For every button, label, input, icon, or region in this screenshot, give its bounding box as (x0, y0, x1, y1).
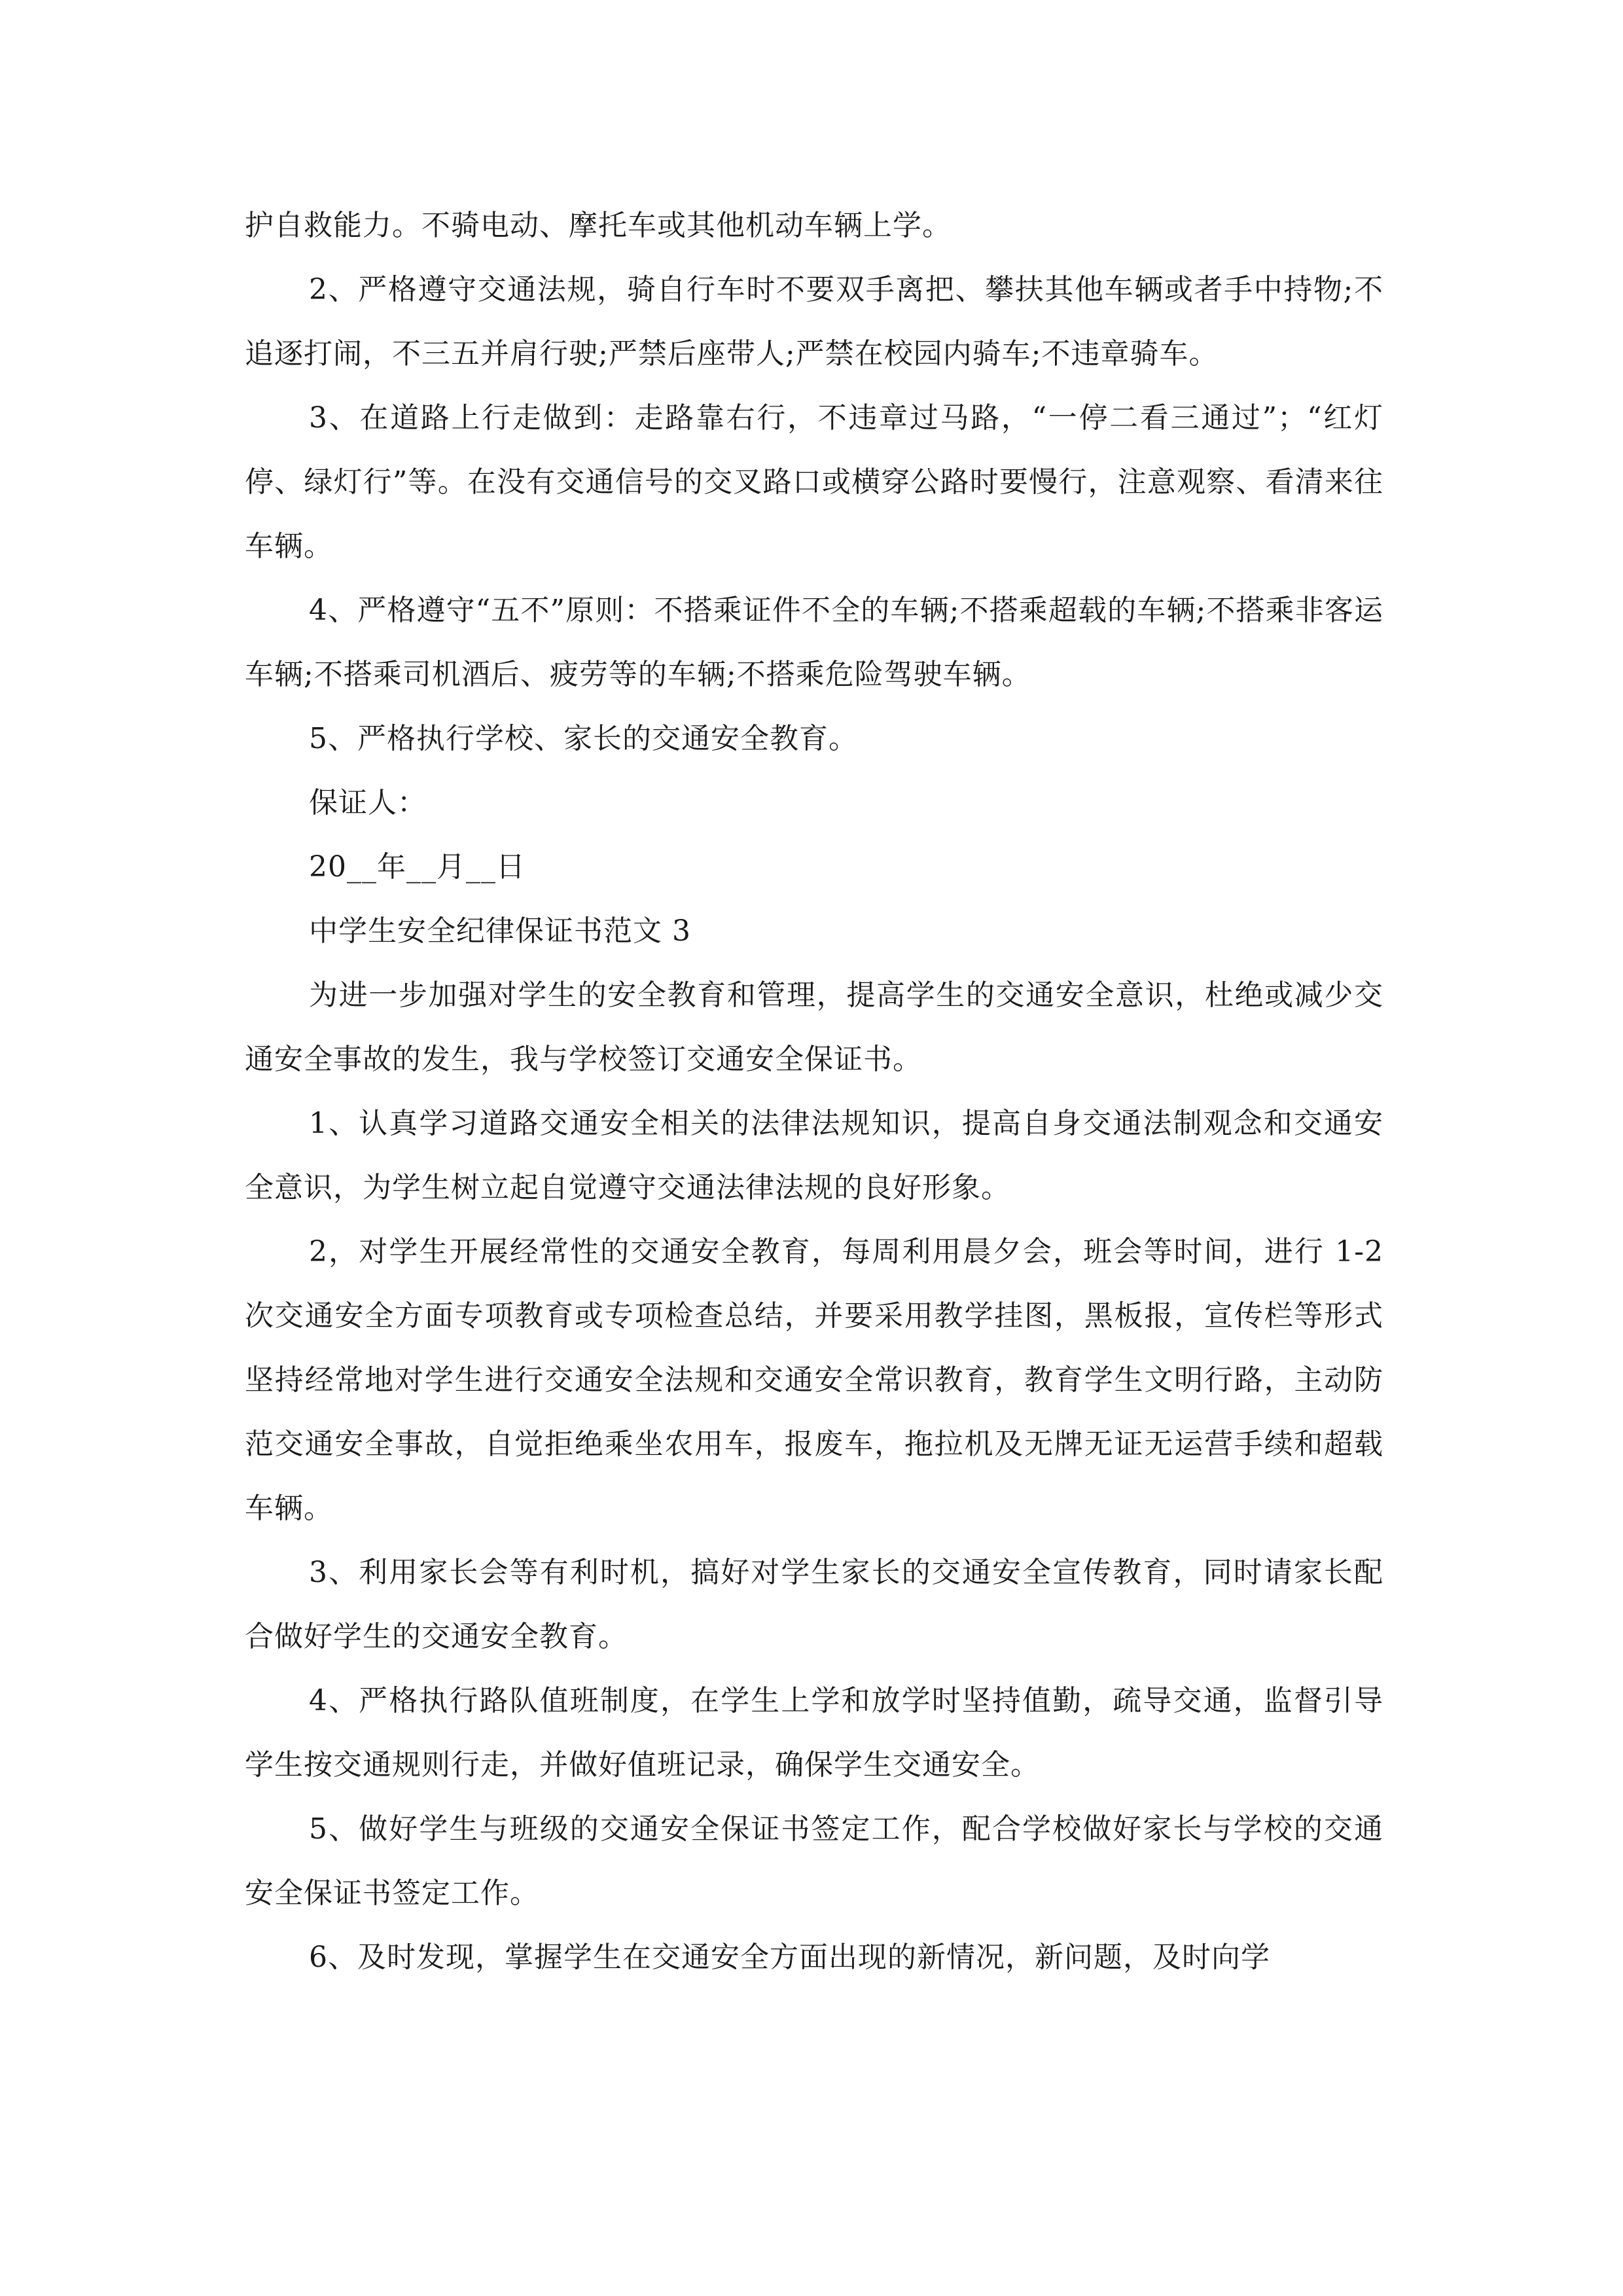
paragraph-item-1: 1、认真学习道路交通安全相关的法律法规知识，提高自身交通法制观念和交通安全意识，为学生树立起自觉遵守交通法律法规的良好形象。 (245, 1107, 1383, 1204)
guarantor-label: 保证人： (309, 786, 427, 819)
paragraph-intro: 为进一步加强对学生的安全教育和管理，提高学生的交通安全意识，杜绝或减少交通安全事故的发生，我与学校签订交通安全保证书。 (245, 978, 1383, 1076)
paragraph-item-2: 2，对学生开展经常性的交通安全教育，每周利用晨夕会，班会等时间，进行 1-2 次交通安全方面专项教育或专项检查总结，并要采用教学挂图，黑板报，宣传栏等形式坚持经常地对学生进行交通安全法规和交通安全常识教育，教育学生文明行路，主动防范交通安全事故，自觉拒绝乘坐农用车，报废车，拖拉机及无牌无证无运营手续和超载车辆。 (245, 1235, 1383, 1525)
section-title: 中学生安全纪律保证书范文 3 (309, 914, 691, 948)
paragraph-rule-2: 2、严格遵守交通法规，骑自行车时不要双手离把、攀扶其他车辆或者手中持物;不追逐打闹，不三五并肩行驶;严禁后座带人;严禁在校园内骑车;不违章骑车。 (245, 273, 1383, 370)
paragraph-item-4: 4、严格执行路队值班制度，在学生上学和放学时坚持值勤，疏导交通，监督引导学生按交通规则行走，并做好值班记录，确保学生交通安全。 (245, 1684, 1383, 1782)
paragraph-item-5: 5、做好学生与班级的交通安全保证书签定工作，配合学校做好家长与学校的交通安全保证书签定工作。 (245, 1812, 1383, 1910)
document-body (245, 194, 1383, 1990)
paragraph-item-6: 6、及时发现，掌握学生在交通安全方面出现的新情况，新问题，及时向学 (309, 1941, 1270, 1974)
date-line: 20__年__月__日 (309, 850, 526, 884)
paragraph-rule-4: 4、严格遵守“五不”原则：不搭乘证件不全的车辆;不搭乘超载的车辆;不搭乘非客运车辆;不搭乘司机酒后、疲劳等的车辆;不搭乘危险驾驶车辆。 (245, 594, 1383, 691)
paragraph-rule-5: 5、严格执行学校、家长的交通安全教育。 (309, 722, 858, 755)
paragraph-rule-3: 3、在道路上行走做到：走路靠右行，不违章过马路，“一停二看三通过”；“红灯停、绿灯行”等。在没有交通信号的交叉路口或横穿公路时要慢行，注意观察、看清来往车辆。 (245, 401, 1383, 563)
paragraph-item-3: 3、利用家长会等有利时机，搞好对学生家长的交通安全宣传教育，同时请家长配合做好学生的交通安全教育。 (245, 1556, 1383, 1653)
paragraph-continuation: 护自救能力。不骑电动、摩托车或其他机动车辆上学。 (245, 209, 952, 242)
